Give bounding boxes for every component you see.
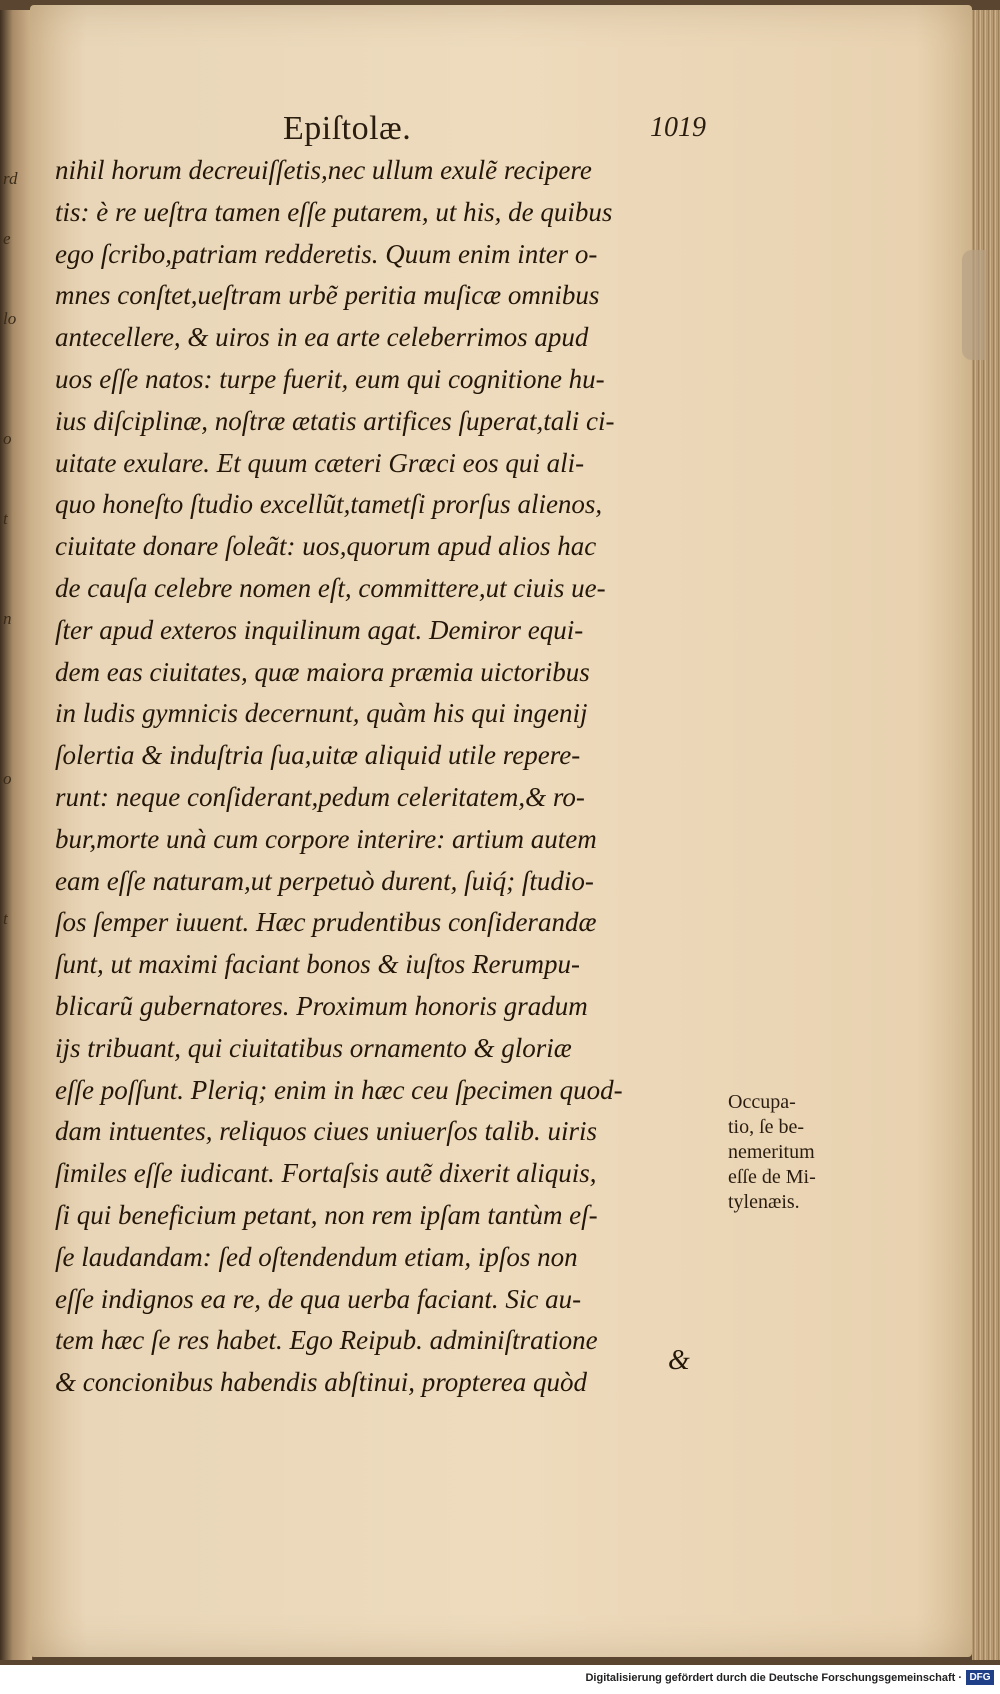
text-line: tem hæc ſe res habet. Ego Reipub. adminiſtratione [55,1325,598,1356]
text-line: dam intuentes, reliquos ciues uniuerſos talib. uiris [55,1116,597,1147]
prev-page-fragment: lo [3,309,17,328]
text-line: nihil horum decreuiſſetis,nec ullum exulẽ recipere [55,155,592,185]
catchword: & [668,1345,690,1376]
digitization-footer [0,1665,1000,1694]
dfg-logo: DFG [966,1670,994,1685]
text-line: ſi qui beneficium petant, non rem ipſam tantùm eſ- [55,1199,598,1230]
text-line: eam eſſe naturam,ut perpetuò durent, ſuiq́; ſtudio- [55,865,594,896]
previous-page-edge [0,10,33,1660]
text-line: runt: neque conſiderant,pedum celeritatem,& ro- [55,781,585,812]
text-line: eſſe poſſunt. Pleriq; enim in hæc ceu ſpecimen quod- [55,1074,623,1105]
prev-page-fragment: t [3,509,8,528]
text-line: ciuitate donare ſoleãt: uos,quorum apud alios hac [55,531,597,562]
prev-page-fragment: e [3,229,11,248]
text-line: ſe laudandam: ſed oſtendendum etiam, ipſos non [55,1241,578,1272]
margin-note-line: Occupa- [728,1091,796,1113]
text-line: ſter apud exteros inquilinum agat. Demiror equi- [55,614,584,645]
body-text [55,150,715,1404]
text-line: ſunt, ut maximi faciant bonos & iuſtos Rerumpu- [55,949,580,980]
funding-credit: Digitalisierung gefördert durch die Deutsche Forschungsgemeinschaft · [585,1672,962,1684]
text-line: mnes conſtet,ueſtram urbẽ peritia muſicæ omnibus [55,280,600,311]
text-line: & concionibus habendis abſtinui, propterea quòd [55,1367,587,1398]
margin-note-line: eſſe de Mi- [728,1166,816,1188]
text-line: de cauſa celebre nomen eſt, committere,ut ciuis ue- [55,572,606,603]
page-clip-tab [962,250,986,360]
margin-note-line: nemeritum [728,1141,815,1163]
margin-note-line: tio, ſe be- [728,1116,805,1138]
text-line: blicarũ gubernatores. Proximum honoris gradum [55,990,588,1021]
text-line: ſolertia & induſtria ſua,uitæ aliquid utile repere- [55,740,581,771]
text-line: tis: è re ueſtra tamen eſſe putarem, ut his, de quibus [55,196,613,227]
text-line: quo honeſto ſtudio excellũt,tametſi prorſus alienos, [55,489,603,520]
text-line: dem eas ciuitates, quæ maiora præmia uictoribus [55,656,590,687]
text-line: ſos ſemper iuuent. Hæc prudentibus conſiderandæ [55,907,597,938]
text-line: uitate exulare. Et quum cæteri Græci eos qui ali- [55,447,585,478]
prev-page-fragment: o [3,429,12,448]
text-line: ius diſciplinæ, noſtræ ætatis artifices ſuperat,tali ci- [55,405,615,436]
margin-note-line: tylenæis. [728,1191,800,1213]
prev-page-fragment: n [3,609,12,628]
prev-page-fragment: t [3,909,8,928]
margin-note [728,1090,858,1215]
text-line: eſſe indignos ea re, de qua uerba faciant. Sic au- [55,1283,582,1314]
text-line: antecellere, & uiros in ea arte celeberrimos apud [55,322,589,353]
page-number: 1019 [650,112,706,143]
prev-page-fragment: rd [3,169,18,188]
text-line: bur,morte unà cum corpore interire: artium autem [55,823,597,854]
running-head: Epiſtolæ. [283,110,412,147]
text-line: in ludis gymnicis decernunt, quàm his qui ingenij [55,698,588,729]
text-line: ijs tribuant, qui ciuitatibus ornamento & gloriæ [55,1032,572,1063]
text-line: uos eſſe natos: turpe fuerit, eum qui cognitione hu- [55,363,605,394]
text-line: ſimiles eſſe iudicant. Fortaſsis autẽ dixerit aliquis, [55,1158,597,1189]
prev-page-fragment: o [3,769,12,788]
text-line: ego ſcribo,patriam redderetis. Quum enim inter o- [55,238,598,269]
